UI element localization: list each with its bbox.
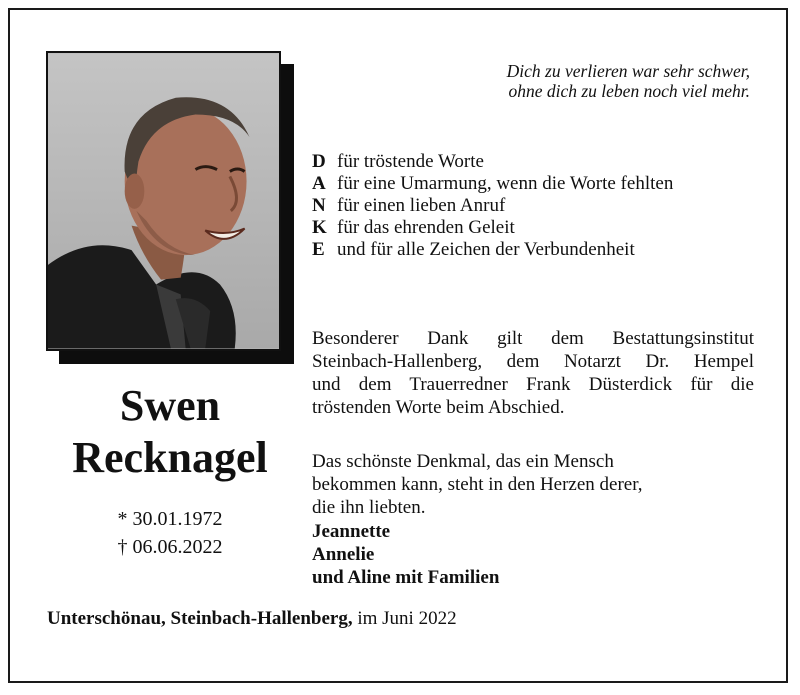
- danke-letter: A: [312, 173, 326, 194]
- thanks-line: Besonderer Dank gilt dem Bestattungsinstitut: [312, 328, 754, 349]
- quote-line: ohne dich zu leben noch viel mehr.: [508, 81, 750, 101]
- special-thanks-paragraph: [312, 327, 754, 419]
- death-date: † 06.06.2022: [117, 536, 223, 558]
- thanks-line: tröstenden Worte beim Abschied.: [312, 397, 565, 418]
- danke-text: für eine Umarmung, wenn die Worte fehlten: [337, 173, 674, 194]
- danke-text: und für alle Zeichen der Verbundenheit: [337, 239, 635, 260]
- danke-text: für das ehrenden Geleit: [337, 217, 515, 238]
- saying-line: Das schönste Denkmal, das ein Mensch: [312, 451, 614, 472]
- signature-name: und Aline mit Familien: [312, 567, 500, 588]
- signature-name: Jeannette: [312, 521, 391, 542]
- danke-row: [312, 173, 673, 195]
- danke-row: [312, 151, 673, 173]
- portrait-photo: [46, 51, 281, 351]
- danke-text: für einen lieben Anruf: [337, 195, 506, 216]
- saying-line: bekommen kann, steht in den Herzen derer,: [312, 474, 643, 495]
- danke-row: [312, 239, 673, 261]
- deceased-last-name: Recknagel: [72, 433, 268, 482]
- quote-line: Dich zu verlieren war sehr schwer,: [506, 61, 750, 81]
- danke-letter: K: [312, 217, 327, 238]
- place-name: Unterschönau, Steinbach-Hallenberg,: [47, 608, 353, 629]
- notice-date: im Juni 2022: [357, 608, 457, 629]
- family-signatures: [312, 520, 499, 589]
- thanks-line: und dem Trauerredner Frank Düsterdick für die: [312, 374, 754, 395]
- thanks-line: Steinbach-Hallenberg, dem Notarzt Dr. Hempel: [312, 351, 754, 372]
- birth-date: * 30.01.1972: [117, 508, 223, 530]
- deceased-first-name: Swen: [119, 381, 221, 430]
- memorial-saying: [312, 450, 643, 519]
- place-and-date: [47, 607, 457, 631]
- portrait-image: [48, 53, 279, 349]
- saying-line: die ihn liebten.: [312, 497, 426, 518]
- danke-text: für tröstende Worte: [337, 151, 484, 172]
- signature-name: Annelie: [312, 544, 375, 565]
- danke-row: [312, 195, 673, 217]
- danke-letter: E: [312, 239, 325, 260]
- danke-acrostic: [312, 151, 673, 261]
- danke-letter: D: [312, 151, 326, 172]
- danke-row: [312, 217, 673, 239]
- danke-letter: N: [312, 195, 326, 216]
- memorial-quote: [507, 61, 750, 101]
